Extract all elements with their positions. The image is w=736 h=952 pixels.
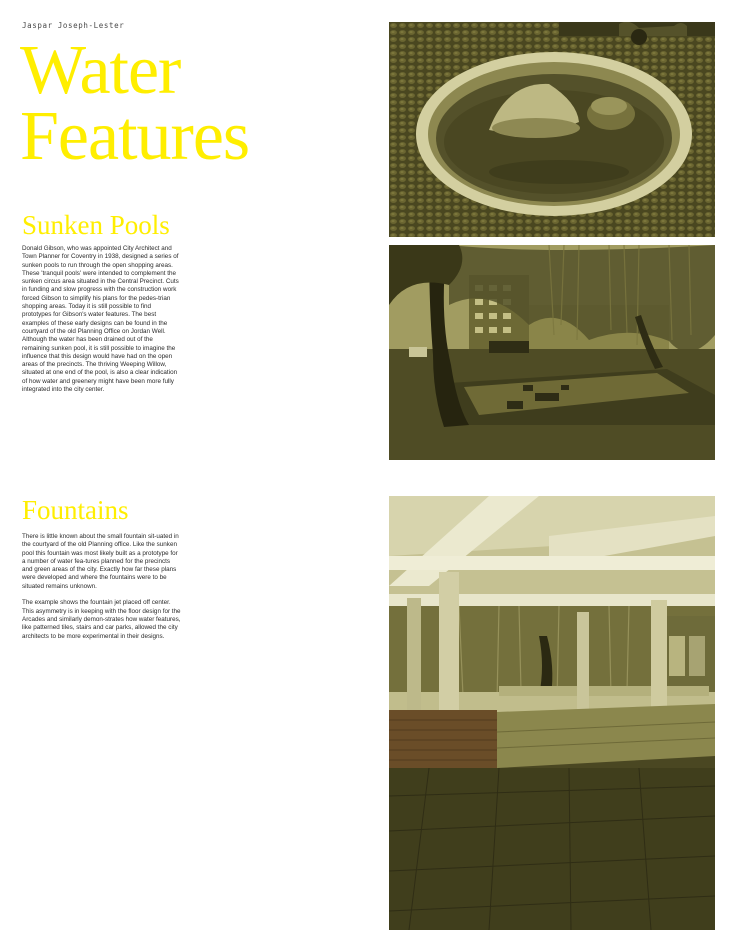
sunken-pools-text	[22, 245, 182, 403]
fountains-paragraph-1: There is little known about the small fountain sit-uated in the courtyard of the old Planning office. Like the sunken pool this fountain was most likely built as a prototype for a number of water fea-tures planned for the precincts and green areas of the city. Exactly how far these plans were developed and where the fountains were to be situated remains unknown.	[22, 533, 179, 590]
fountains-paragraph-2: The example shows the fountain jet placed off center. This asymmetry is in keeping with the floor design for the Arcades and similarly demon-strates how water features, like patterned tiles, stairs and car parks, allowed the city architects to be more experimental in their designs.	[22, 599, 181, 640]
main-title	[20, 32, 250, 175]
fountains-text	[22, 533, 182, 649]
author-name: Jaspar Joseph-Lester	[22, 21, 125, 30]
photo-circular-fountain	[389, 22, 715, 237]
main-title-line-2: Features	[20, 98, 250, 175]
fountains-heading: Fountains	[22, 495, 129, 525]
sunken-pools-paragraph: Donald Gibson, who was appointed City Architect and Town Planner for Coventry in 1938, designed a series of sunken pools to run through the open shopping areas. These 'tranquil pools' were intended to complement the sunken circus area situated in the Central Precinct. Cuts in funding and slow progress with the construction work forced Gibson to simplify his plans for the pedes-trian shopping areas. Today it is still possible to find prototypes for Gibson's water features. The best examples of these early designs can be found in the courtyard of the old Planning Office on Jordan Well. Although the water has been drained out of the remaining sunken pool, it is still possible to imagine the influence that this design would have had on the open areas of the precincts. The thriving Weeping Willow, situated at one end of the pool, is also a clear indication of how water and greenery might have been more fully integrated into the city center.	[22, 245, 179, 394]
photo-colonnade-arcade	[389, 496, 715, 930]
sunken-pools-heading: Sunken Pools	[22, 210, 170, 240]
main-title-line-1: Water	[20, 32, 181, 109]
photo-sunken-pool-willow	[389, 245, 715, 460]
